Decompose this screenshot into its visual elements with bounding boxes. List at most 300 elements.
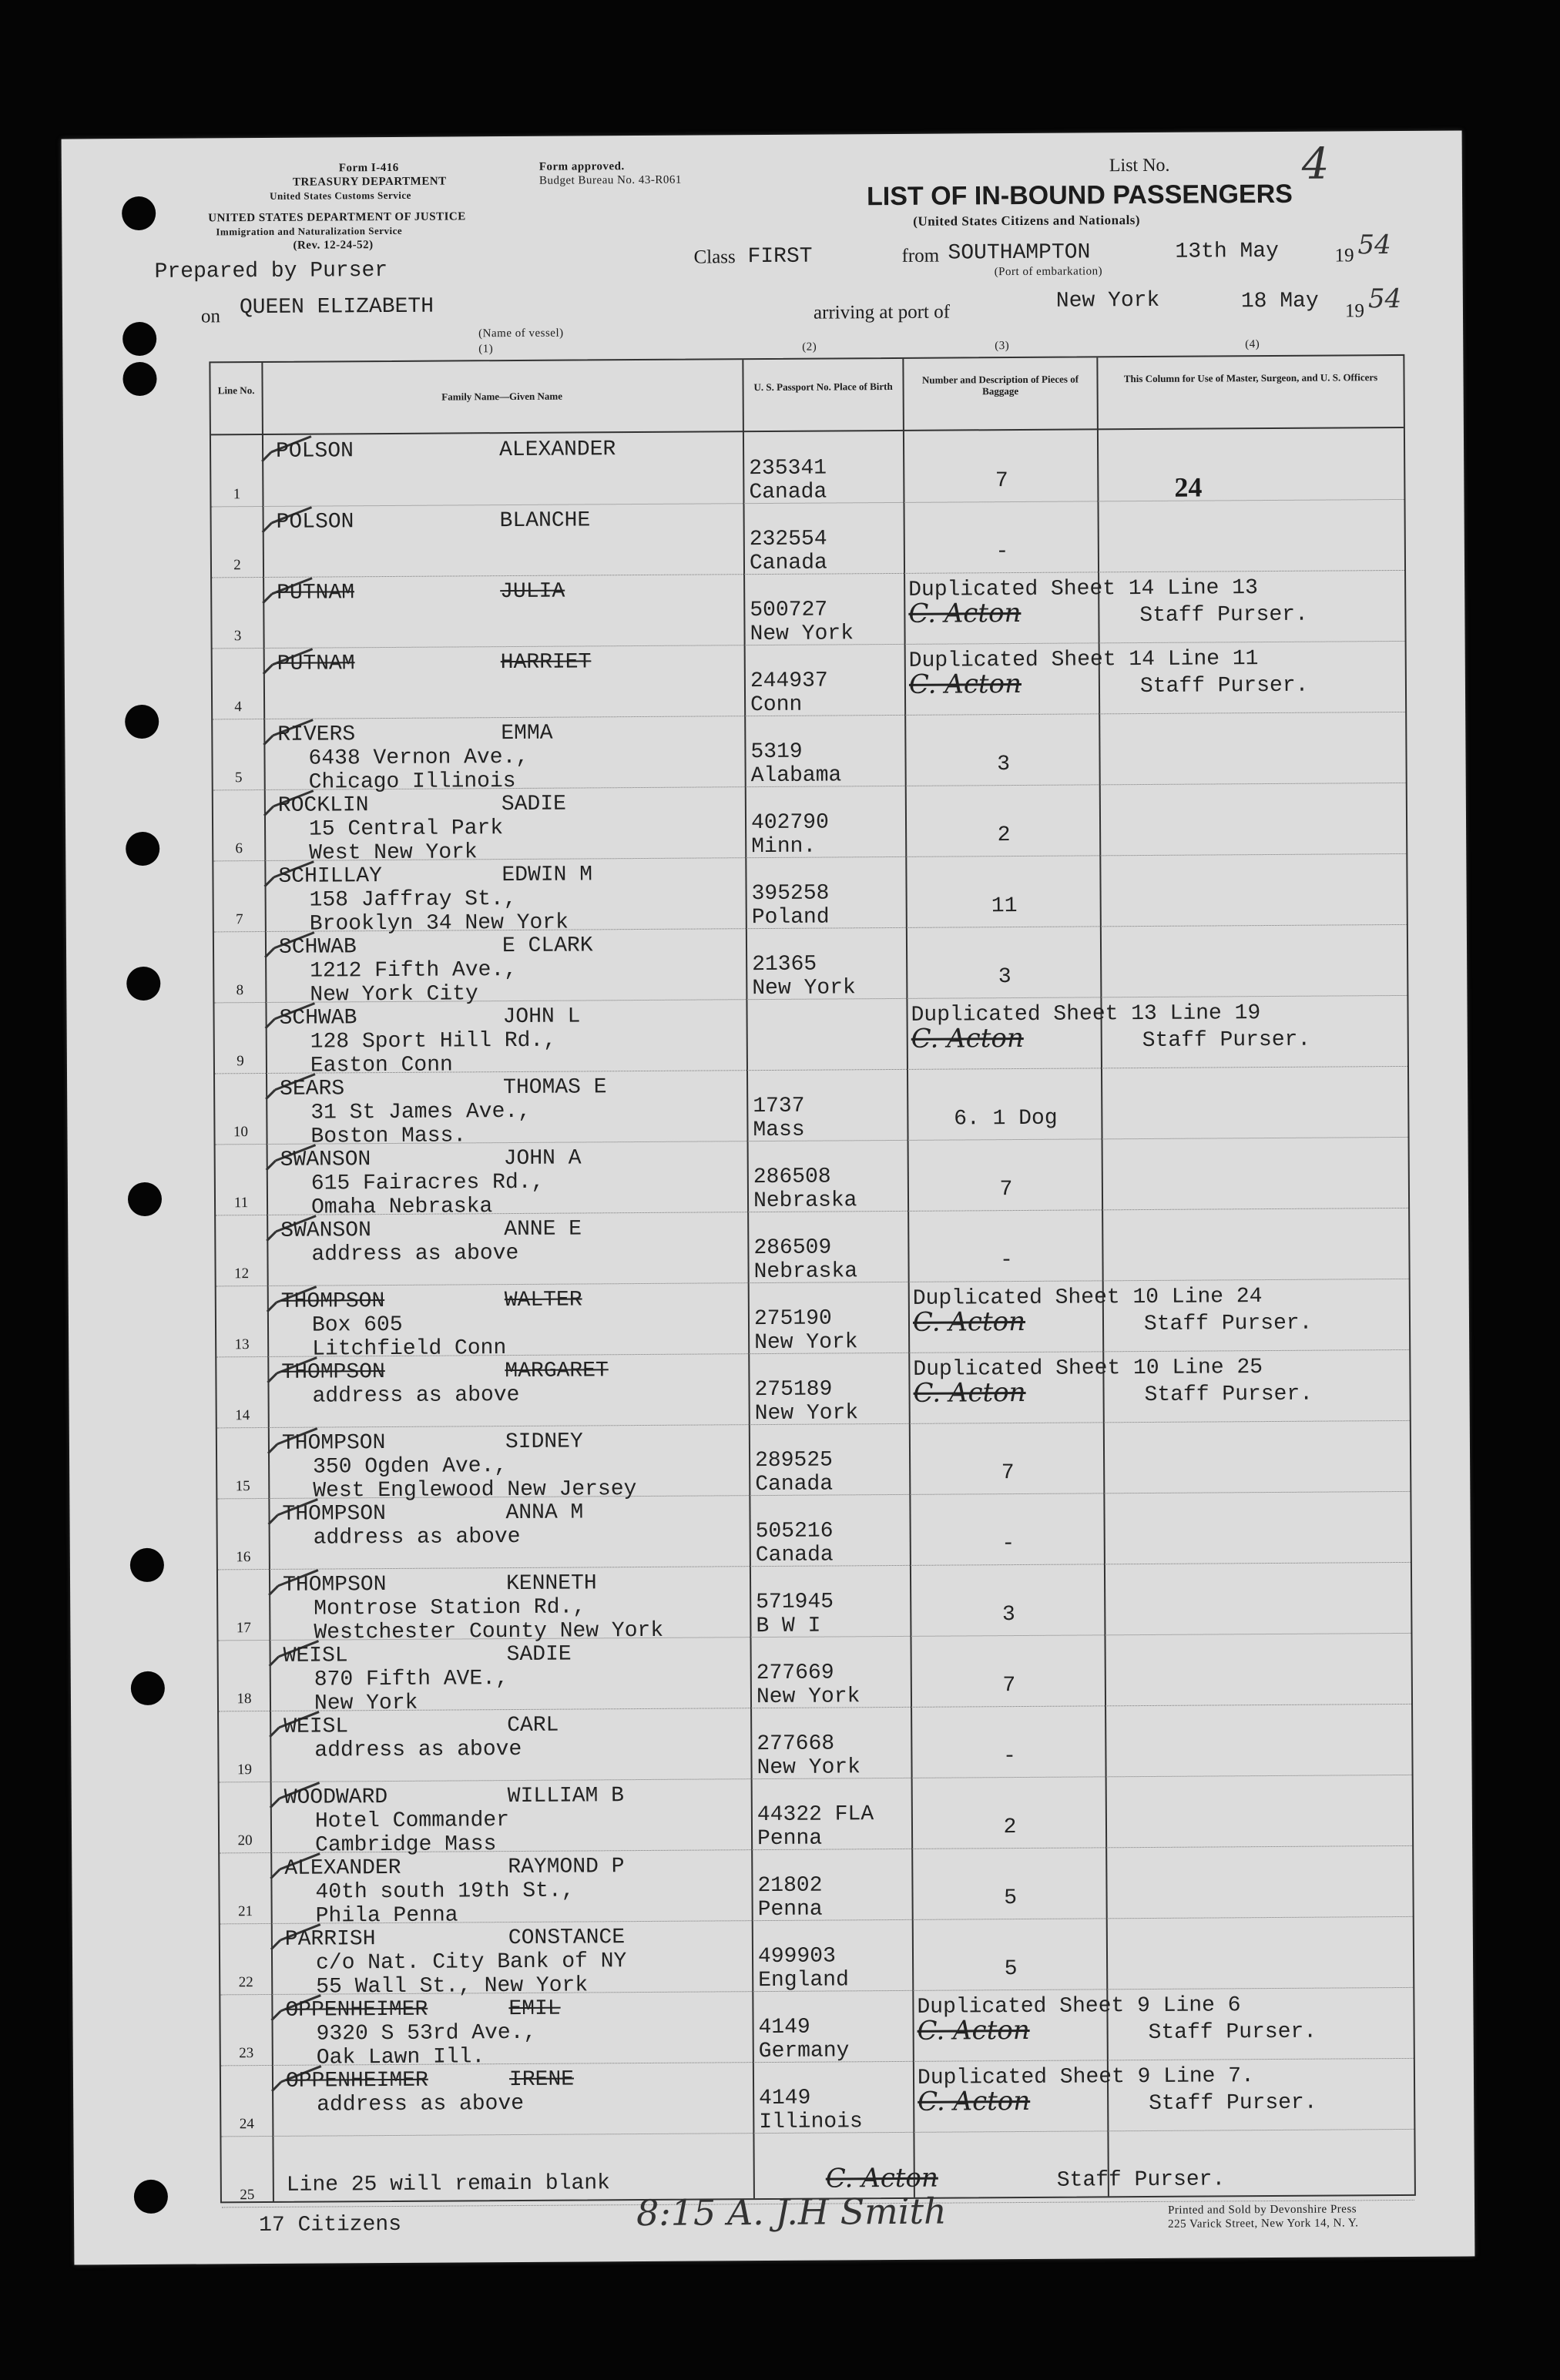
port-of-embarkation: SOUTHAMPTON (948, 240, 1091, 266)
line-number: 25 (240, 2187, 255, 2204)
family-name: SWANSON (280, 1148, 371, 1172)
port-embark-caption: (Port of embarkation) (994, 265, 1103, 279)
line-number: 12 (234, 1265, 250, 1282)
duplicate-text: Duplicated Sheet 13 Line 19 (911, 1001, 1261, 1027)
address-line-1: Box 605 (311, 1312, 403, 1338)
line-number: 2 (233, 557, 241, 574)
place-of-birth: Illinois (759, 2110, 863, 2135)
table-row (220, 1775, 1413, 1858)
passenger-name (280, 1075, 607, 1149)
family-name: THOMPSON (281, 1360, 385, 1385)
passenger-name (277, 650, 592, 723)
line-number: 16 (236, 1549, 251, 1566)
table-row (213, 783, 1407, 866)
line-number: 20 (237, 1832, 253, 1849)
table-row (216, 1137, 1409, 1220)
header-baggage: Number and Description of Pieces of Baggage (921, 373, 1079, 397)
place-of-birth: New York (750, 622, 854, 647)
line-number: 18 (237, 1691, 252, 1708)
line-number: 10 (233, 1124, 249, 1141)
baggage-count: 2 (1003, 1815, 1017, 1840)
address-line-2: Easton Conn (310, 1053, 453, 1078)
table-row (213, 853, 1407, 937)
purser-signature: C. Acton (917, 2014, 1030, 2046)
table-row (213, 641, 1406, 719)
given-name: E CLARK (502, 934, 593, 959)
punch-hole (125, 705, 159, 739)
given-name: WALTER (504, 1288, 582, 1313)
given-name: ALEXANDER (498, 437, 616, 463)
address-line-1: address as above (311, 1241, 519, 1267)
passport-cell (756, 1519, 834, 1567)
address-line-2: Omaha Nebraska (310, 1195, 493, 1220)
given-name: SADIE (501, 792, 566, 817)
family-name: THOMPSON (281, 1431, 386, 1456)
staff-purser-label: Staff Purser. (1143, 1311, 1313, 1337)
purser-signature: C. Acton (913, 1376, 1026, 1409)
family-name: PUTNAM (277, 652, 355, 676)
passenger-name (277, 722, 553, 795)
printer-line-1: Printed and Sold by Devonshire Press (1167, 2203, 1357, 2217)
passenger-name (286, 2068, 575, 2141)
family-name: ALEXANDER (284, 1855, 401, 1881)
passport-number: 21802 (757, 1873, 823, 1899)
place-of-birth: B W I (756, 1614, 821, 1639)
class-label: Class (693, 246, 736, 268)
table-row (218, 1633, 1411, 1716)
address-line-1: address as above (312, 1383, 520, 1409)
address-line-1: address as above (313, 1524, 521, 1550)
passenger-name (280, 1146, 582, 1219)
passport-number: 499903 (757, 1944, 836, 1969)
baggage-count: 5 (1004, 1886, 1018, 1911)
passport-cell (758, 1944, 849, 1993)
table-row (219, 1704, 1412, 1782)
passport-cell (756, 1590, 834, 1638)
line-number: 1 (233, 486, 241, 503)
table-row (216, 1208, 1409, 1286)
manifest-sheet (62, 130, 1475, 2264)
passport-cell (753, 1165, 857, 1213)
address-line-1: 31 St James Ave., (310, 1099, 532, 1125)
passport-cell (757, 1874, 822, 1922)
given-name: EMIL (508, 1996, 561, 2022)
baggage-count: - (1002, 1745, 1016, 1769)
passport-number: 402790 (750, 810, 829, 836)
passport-number: 275190 (753, 1306, 832, 1332)
family-name: THOMPSON (280, 1289, 385, 1314)
col-num-3: (3) (995, 340, 1010, 353)
family-name: THOMPSON (282, 1502, 387, 1527)
place-of-birth: Canada (749, 480, 827, 505)
immigration-label: Immigration and Naturalization Service (216, 224, 403, 238)
address-line-1 (276, 464, 307, 488)
passport-cell (749, 457, 827, 505)
passport-cell (750, 598, 854, 646)
passport-number: 1737 (753, 1094, 805, 1119)
given-name: JOHN L (502, 1004, 581, 1030)
handwritten-note: 8:15 A. J.H Smith (636, 2190, 947, 2234)
passenger-table (209, 354, 1416, 2203)
table-row (217, 1420, 1411, 1503)
passport-number: 289525 (754, 1448, 834, 1473)
address-line-1: 870 Fifth AVE., (314, 1667, 508, 1692)
passport-number: 244937 (750, 669, 828, 694)
staff-purser-label: Staff Purser. (1149, 2090, 1317, 2117)
passport-cell (751, 882, 829, 930)
year-value: 54 (1357, 230, 1391, 261)
passport-number: 235341 (749, 456, 827, 481)
form-number: Form I-416 (338, 161, 399, 175)
passenger-name (281, 1359, 609, 1433)
arrival-port: New York (1055, 288, 1160, 313)
passport-cell (754, 1377, 858, 1426)
line-number: 7 (235, 911, 243, 928)
baggage-count: 11 (991, 894, 1018, 919)
class-value: FIRST (747, 244, 813, 270)
passport-cell (750, 669, 828, 718)
purser-signature: C. Acton (912, 1306, 1026, 1338)
place-of-birth: Penna (757, 1826, 823, 1852)
family-name: OPPENHEIMER (285, 1997, 428, 2023)
table-row (212, 570, 1405, 649)
punch-hole (122, 322, 156, 356)
family-name: THOMPSON (282, 1573, 387, 1597)
passport-number: 395258 (751, 881, 830, 907)
table-row (213, 712, 1406, 795)
year-prefix: 19 (1334, 245, 1354, 266)
address-line-1: address as above (317, 2091, 525, 2117)
table-row (212, 499, 1405, 578)
passport-number: 44322 FLA (757, 1802, 874, 1828)
given-name: HARRIET (500, 650, 592, 675)
family-name: OPPENHEIMER (285, 2068, 428, 2093)
header-officers: This Column for Use of Master, Surgeon, and U. S. Officers (1123, 371, 1378, 385)
given-name: MARGARET (505, 1359, 609, 1384)
line-number: 4 (234, 699, 242, 716)
passport-number: 232554 (749, 527, 827, 552)
line-number: 24 (239, 2116, 254, 2133)
family-name: SEARS (280, 1077, 345, 1101)
line-number: 17 (236, 1620, 251, 1637)
baggage-count: - (995, 540, 1009, 565)
address-line-1: 9320 S 53rd Ave., (316, 2020, 537, 2046)
passport-cell (755, 1448, 833, 1497)
passenger-name (282, 1430, 637, 1503)
vessel-name: QUEEN ELIZABETH (239, 294, 434, 320)
baggage-count: 2 (997, 823, 1011, 848)
punch-hole (122, 362, 156, 396)
family-name: PARRISH (284, 1927, 376, 1952)
passport-cell (754, 1306, 858, 1355)
punch-hole (134, 2180, 168, 2214)
customs-label: United States Customs Service (269, 189, 411, 202)
place-of-birth: Canada (749, 551, 827, 576)
col-num-4: (4) (1245, 338, 1260, 351)
table-row (220, 1845, 1413, 1929)
budget-bureau: Budget Bureau No. 43-R061 (538, 173, 682, 187)
passport-number: 4149 (758, 2015, 810, 2040)
purser-signature: C. Acton (911, 1022, 1024, 1054)
place-of-birth: New York (756, 1684, 861, 1710)
place-of-birth: Nebraska (753, 1188, 857, 1214)
family-name (287, 2156, 510, 2157)
passport-cell (757, 1661, 861, 1709)
list-no-value: 4 (1301, 139, 1330, 189)
address-line-1: 1212 Fifth Ave., (310, 957, 518, 984)
treasury-label: TREASURY DEPARTMENT (292, 175, 447, 189)
passenger-name (285, 1997, 561, 2070)
passenger-rows (211, 428, 1404, 2204)
address-line-1: 128 Sport Hill Rd., (310, 1028, 557, 1054)
baggage-count: 7 (995, 469, 1008, 494)
arriving-label: arriving at port of (813, 301, 951, 323)
passport-number: 277669 (756, 1661, 834, 1686)
family-name: PUTNAM (277, 581, 355, 605)
given-name: CONSTANCE (508, 1926, 626, 1951)
table-row (220, 1987, 1414, 2070)
address-line-2: West New York (309, 840, 478, 866)
passport-cell (757, 1802, 874, 1851)
duplicate-text: Duplicated Sheet 14 Line 11 (908, 647, 1259, 673)
col-num-2: (2) (802, 340, 817, 354)
col-num-1: (1) (478, 343, 494, 356)
given-name: SIDNEY (505, 1430, 583, 1455)
passport-number: 505216 (755, 1519, 834, 1544)
punch-hole (128, 1182, 162, 1216)
family-name: WOODWARD (283, 1785, 388, 1810)
punch-hole (131, 1671, 165, 1705)
given-name: IRENE (508, 2067, 575, 2093)
given-name: ANNA M (505, 1500, 584, 1526)
family-name: ROCKLIN (277, 793, 369, 818)
passenger-name (285, 1926, 627, 2000)
given-name: KENNETH (505, 1571, 597, 1597)
table-row (211, 428, 1404, 507)
address-line-2: Boston Mass. (310, 1124, 467, 1149)
purser-signature: C. Acton (825, 2162, 938, 2194)
given-name: ANNE E (504, 1217, 582, 1242)
duplicate-text: Duplicated Sheet 10 Line 24 (912, 1285, 1263, 1311)
passport-cell (751, 811, 829, 860)
passenger-name (277, 580, 565, 653)
table-row (216, 1349, 1410, 1428)
passenger-name (284, 1855, 625, 1929)
line-number: 11 (233, 1195, 249, 1212)
given-name: EMMA (501, 721, 553, 746)
passenger-name (279, 1004, 580, 1078)
list-no-label: List No. (1109, 155, 1170, 176)
prepared-by: Prepared by Purser (154, 258, 388, 284)
passport-number: 277668 (757, 1731, 835, 1757)
family-name: SCHILLAY (278, 864, 382, 889)
citizen-count: 17 Citizens (259, 2212, 402, 2238)
passport-number: 21365 (752, 952, 817, 977)
table-row (216, 1279, 1410, 1362)
passenger-name (284, 1784, 625, 1858)
line-number: 23 (239, 2045, 254, 2062)
address-line-2: 55 Wall St., New York (316, 1973, 589, 2000)
family-name: WEISL (283, 1644, 348, 1668)
place-of-birth: Penna (757, 1897, 823, 1922)
passenger-name (283, 1643, 572, 1716)
address-line-1: address as above (314, 1737, 522, 1763)
baggage-count: 5 (1004, 1957, 1018, 1982)
passport-cell (752, 952, 856, 1001)
duplicate-note (909, 647, 1402, 700)
duplicate-text: Duplicated Sheet 9 Line 6 (917, 1993, 1241, 2020)
purser-signature: C. Acton (918, 2085, 1031, 2117)
passport-number: 286509 (753, 1235, 832, 1261)
line-number: 6 (235, 840, 243, 857)
passenger-name (278, 863, 592, 936)
duplicate-note (913, 1356, 1406, 1409)
given-name: JULIA (500, 579, 565, 605)
line-25-text: Line 25 will remain blank (286, 2171, 610, 2197)
baggage-count: 7 (1001, 1461, 1015, 1486)
passenger-name (280, 1217, 582, 1290)
address-line-2: Litchfield Conn (312, 1336, 507, 1362)
place-of-birth: Minn. (751, 834, 817, 860)
family-name: RIVERS (277, 722, 356, 747)
passport-cell (757, 1731, 861, 1780)
family-name: SCHWAB (278, 935, 357, 960)
passport-cell (750, 528, 827, 576)
table-row (215, 1066, 1408, 1149)
form-approved: Form approved. (538, 160, 625, 173)
address-line-2: West Englewood New Jersey (313, 1477, 637, 1503)
given-name: JOHN A (503, 1146, 582, 1172)
justice-label: UNITED STATES DEPARTMENT OF JUSTICE (208, 210, 466, 225)
line-number: 9 (237, 1053, 244, 1070)
passenger-name (282, 1500, 583, 1574)
table-row (214, 995, 1407, 1078)
address-line-2: Brooklyn 34 New York (309, 910, 569, 937)
staff-purser-label: Staff Purser. (1139, 673, 1309, 699)
passport-number: 500727 (750, 598, 828, 623)
family-name: POLSON (276, 510, 354, 535)
passport-cell (753, 1235, 857, 1284)
family-name: SWANSON (280, 1218, 371, 1243)
place-of-birth: Germany (758, 2039, 850, 2064)
address-line-1: c/o Nat. City Bank of NY (315, 1949, 627, 1976)
punch-hole (126, 967, 160, 1001)
passport-cell (758, 2015, 849, 2063)
arrival-year: 54 (1367, 283, 1402, 315)
table-row (214, 924, 1407, 1007)
revision-label: (Rev. 12-24-52) (293, 239, 374, 252)
header-passport: U. S. Passport No. Place of Birth (753, 380, 893, 394)
passport-number: 286508 (753, 1165, 831, 1190)
place-of-birth: Alabama (750, 763, 842, 789)
line-number: 5 (234, 769, 243, 786)
address-line-1: Montrose Station Rd., (314, 1595, 586, 1621)
passenger-name (283, 1714, 559, 1787)
duplicate-note (913, 1285, 1406, 1338)
arrival-date: 18 May (1240, 289, 1319, 314)
passenger-name (276, 437, 616, 511)
address-line-1: 615 Fairacres Rd., (310, 1170, 545, 1196)
table-row (221, 2058, 1414, 2137)
place-of-birth: Nebraska (753, 1259, 858, 1285)
place-of-birth: England (758, 1968, 849, 1993)
printer-line-2: 225 Varick Street, New York 14, N. Y. (1168, 2217, 1359, 2231)
purser-signature: C. Acton (908, 597, 1022, 629)
passport-cell (750, 739, 841, 788)
given-name: RAYMOND P (508, 1855, 625, 1880)
purser-signature: C. Acton (908, 668, 1022, 700)
address-line-1 (277, 535, 307, 558)
address-line-2: New York City (310, 982, 478, 1007)
place-of-birth: New York (752, 976, 856, 1001)
given-name: WILLIAM B (507, 1784, 625, 1809)
line-number: 19 (237, 1762, 253, 1778)
address-line-1: 15 Central Park (308, 816, 504, 842)
staff-purser-label: Staff Purser. (1139, 602, 1308, 629)
passport-cell (759, 2086, 863, 2134)
baggage-count: - (1000, 1249, 1014, 1273)
given-name: CARL (507, 1713, 559, 1738)
address-line-1 (277, 676, 308, 700)
line-number: 21 (238, 1903, 253, 1920)
address-line-1 (277, 605, 307, 629)
duplicate-note (918, 2064, 1411, 2117)
passenger-name (278, 793, 567, 866)
table-row (218, 1562, 1411, 1645)
baggage-count: 7 (1002, 1674, 1016, 1698)
passport-number: 571945 (756, 1590, 834, 1615)
punch-hole (122, 196, 156, 230)
address-line-2: New York (314, 1691, 418, 1716)
passenger-name (279, 934, 593, 1007)
baggage-count: 3 (1001, 1603, 1015, 1627)
place-of-birth: New York (754, 1330, 858, 1356)
passenger-name (277, 508, 591, 582)
address-line-1: Hotel Commander (314, 1808, 510, 1834)
passenger-name (283, 1571, 663, 1645)
staff-purser-label: Staff Purser. (1144, 1382, 1313, 1408)
line-number: 15 (235, 1478, 250, 1495)
baggage-count: 3 (997, 753, 1011, 777)
place-of-birth: Poland (751, 905, 830, 930)
place-of-birth: New York (754, 1401, 859, 1426)
header-line-no: Line No. (217, 384, 255, 397)
family-name: POLSON (275, 439, 354, 464)
vessel-caption: (Name of vessel) (478, 327, 564, 340)
duplicate-text: Duplicated Sheet 9 Line 7. (917, 2064, 1254, 2090)
baggage-count: 7 (999, 1178, 1013, 1202)
line-number: 3 (233, 628, 242, 645)
place-of-birth: Mass (753, 1118, 805, 1143)
address-line-1: 40th south 19th St., (315, 1879, 575, 1905)
duplicate-note (908, 576, 1401, 629)
family-name: WEISL (283, 1715, 349, 1739)
passport-cell (753, 1094, 805, 1142)
given-name: SADIE (506, 1642, 572, 1668)
baggage-count: 6. 1 Dog (954, 1106, 1058, 1131)
document-title: LIST OF IN-BOUND PASSENGERS (866, 179, 1293, 212)
address-line-1: 350 Ogden Ave., (313, 1454, 508, 1480)
from-label: from (901, 245, 940, 266)
address-line-2: Chicago Illinois (308, 769, 516, 795)
duplicate-text: Duplicated Sheet 14 Line 13 (908, 576, 1258, 602)
family-name: SCHWAB (279, 1006, 357, 1031)
line-number: 22 (238, 1974, 253, 1991)
address-line-2: Cambridge Mass (315, 1832, 497, 1858)
place-of-birth: Canada (755, 1472, 834, 1497)
address-line-1: 158 Jaffray St., (309, 887, 517, 913)
duplicate-note (911, 1001, 1404, 1054)
